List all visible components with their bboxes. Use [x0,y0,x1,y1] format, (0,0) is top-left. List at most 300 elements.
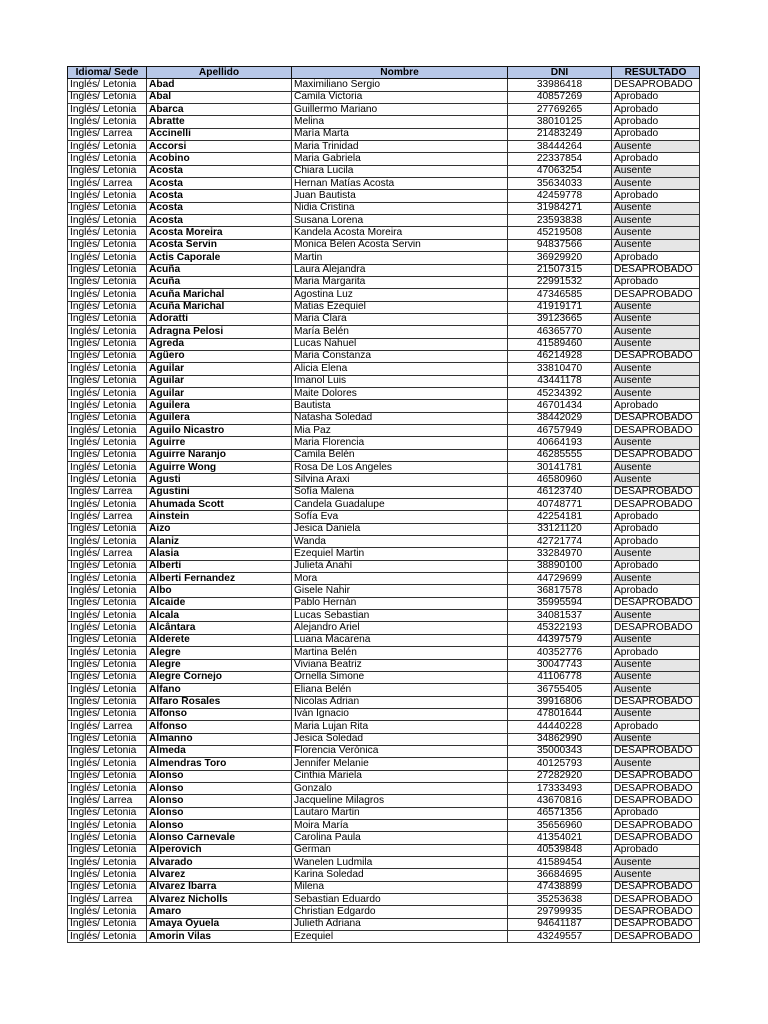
cell-dni: 46757949 [508,424,612,436]
cell-nombre: Maria Gabriela [292,153,508,165]
cell-dni: 29799935 [508,906,612,918]
cell-nombre: Chiara Lucila [292,165,508,177]
cell-resultado: Ausente [612,326,700,338]
cell-nombre: Maria Constanza [292,350,508,362]
cell-dni: 35634033 [508,178,612,190]
table-row [68,289,700,301]
cell-dni: 41589460 [508,338,612,350]
table-row [68,104,700,116]
cell-apellido: Accorsi [147,141,292,153]
cell-resultado: Ausente [612,338,700,350]
cell-resultado: Ausente [612,313,700,325]
table-row [68,844,700,856]
cell-sede: Inglés/ Letonia [68,338,147,350]
cell-sede: Inglés/ Larrea [68,548,147,560]
cell-nombre: Sofía Eva [292,511,508,523]
cell-apellido: Aizo [147,523,292,535]
cell-apellido: Aguilar [147,387,292,399]
cell-nombre: Iván Ignacio [292,708,508,720]
cell-dni: 35995594 [508,597,612,609]
cell-apellido: Adragna Pelosi [147,326,292,338]
cell-sede: Inglés/ Letonia [68,153,147,165]
cell-sede: Inglés/ Letonia [68,227,147,239]
cell-dni: 27282920 [508,770,612,782]
table-row [68,894,700,906]
cell-dni: 21507315 [508,264,612,276]
cell-resultado: DESAPROBADO [612,597,700,609]
cell-sede: Inglés/ Letonia [68,202,147,214]
cell-nombre: Wanelen Ludmila [292,857,508,869]
cell-apellido: Alegre Cornejo [147,671,292,683]
cell-sede: Inglés/ Letonia [68,449,147,461]
cell-sede: Inglés/ Letonia [68,622,147,634]
cell-resultado: Ausente [612,215,700,227]
cell-nombre: Eliana Belén [292,684,508,696]
cell-resultado: DESAPROBADO [612,289,700,301]
table-row [68,128,700,140]
table-row [68,647,700,659]
cell-dni: 33121120 [508,523,612,535]
cell-resultado: Aprobado [612,400,700,412]
cell-apellido: Agustini [147,486,292,498]
cell-sede: Inglés/ Larrea [68,178,147,190]
cell-dni: 33810470 [508,363,612,375]
cell-dni: 45322193 [508,622,612,634]
cell-apellido: Adoratti [147,313,292,325]
table-row [68,610,700,622]
cell-sede: Inglés/ Letonia [68,252,147,264]
cell-nombre: Silvina Araxi [292,474,508,486]
cell-resultado: Ausente [612,610,700,622]
cell-sede: Inglés/ Letonia [68,881,147,893]
cell-nombre: Juan Bautista [292,190,508,202]
header-dni: DNI [508,67,612,79]
table-row [68,202,700,214]
cell-dni: 41106778 [508,671,612,683]
cell-sede: Inglés/ Letonia [68,918,147,930]
table-row [68,301,700,313]
cell-apellido: Amaya Oyuela [147,918,292,930]
cell-dni: 34862990 [508,733,612,745]
cell-nombre: Ezequiel [292,931,508,943]
cell-dni: 35000343 [508,745,612,757]
cell-apellido: Amaro [147,906,292,918]
cell-dni: 40125793 [508,758,612,770]
table-row [68,486,700,498]
cell-apellido: Alfonso [147,708,292,720]
table-row [68,363,700,375]
table-row [68,116,700,128]
cell-resultado: Ausente [612,659,700,671]
cell-apellido: Abratte [147,116,292,128]
cell-sede: Inglés/ Letonia [68,560,147,572]
cell-nombre: Maria Trinidad [292,141,508,153]
cell-sede: Inglés/ Letonia [68,597,147,609]
table-row [68,91,700,103]
cell-sede: Inglés/ Letonia [68,647,147,659]
cell-dni: 41354021 [508,832,612,844]
cell-sede: Inglés/ Larrea [68,795,147,807]
cell-nombre: Guillermo Mariano [292,104,508,116]
cell-nombre: Monica Belen Acosta Servin [292,239,508,251]
cell-dni: 36684695 [508,869,612,881]
cell-dni: 38010125 [508,116,612,128]
cell-nombre: María Belén [292,326,508,338]
cell-resultado: Aprobado [612,116,700,128]
cell-sede: Inglés/ Letonia [68,437,147,449]
cell-dni: 41919171 [508,301,612,313]
cell-apellido: Acobino [147,153,292,165]
cell-dni: 40352776 [508,647,612,659]
cell-dni: 40539848 [508,844,612,856]
cell-nombre: Lucas Nahuel [292,338,508,350]
cell-sede: Inglés/ Letonia [68,857,147,869]
cell-nombre: Maximiliano Sergio [292,79,508,91]
results-table [67,66,700,943]
cell-sede: Inglés/ Larrea [68,894,147,906]
cell-dni: 23593838 [508,215,612,227]
cell-resultado: DESAPROBADO [612,499,700,511]
cell-sede: Inglés/ Letonia [68,91,147,103]
cell-dni: 38442029 [508,412,612,424]
cell-dni: 47063254 [508,165,612,177]
cell-resultado: Ausente [612,178,700,190]
cell-dni: 42459778 [508,190,612,202]
cell-dni: 45234392 [508,387,612,399]
table-row [68,819,700,831]
cell-nombre: Lucas Sebastian [292,610,508,622]
cell-resultado: DESAPROBADO [612,931,700,943]
table-row [68,252,700,264]
cell-apellido: Actis Caporale [147,252,292,264]
cell-apellido: Alvarez Ibarra [147,881,292,893]
cell-nombre: Viviana Beatriz [292,659,508,671]
cell-apellido: Acuña [147,264,292,276]
cell-sede: Inglés/ Letonia [68,523,147,535]
table-row [68,733,700,745]
table-row [68,536,700,548]
table-row [68,239,700,251]
cell-dni: 21483249 [508,128,612,140]
table-row [68,141,700,153]
cell-apellido: Alonso [147,795,292,807]
cell-resultado: Ausente [612,202,700,214]
cell-sede: Inglés/ Letonia [68,104,147,116]
cell-dni: 22337854 [508,153,612,165]
cell-dni: 46365770 [508,326,612,338]
cell-sede: Inglés/ Letonia [68,462,147,474]
cell-apellido: Ainstein [147,511,292,523]
cell-nombre: Maria Lujan Rita [292,721,508,733]
table-row [68,573,700,585]
cell-nombre: Melina [292,116,508,128]
table-row [68,795,700,807]
cell-dni: 38444264 [508,141,612,153]
cell-sede: Inglés/ Letonia [68,499,147,511]
cell-apellido: Acosta Servin [147,239,292,251]
header-nombre: Nombre [292,67,508,79]
table-row [68,807,700,819]
cell-resultado: Aprobado [612,128,700,140]
cell-nombre: Jesica Daniela [292,523,508,535]
table-row [68,313,700,325]
cell-resultado: Aprobado [612,153,700,165]
table-row [68,375,700,387]
cell-sede: Inglés/ Letonia [68,350,147,362]
cell-resultado: DESAPROBADO [612,770,700,782]
cell-nombre: Carolina Paula [292,832,508,844]
cell-resultado: DESAPROBADO [612,918,700,930]
cell-resultado: Aprobado [612,721,700,733]
cell-sede: Inglés/ Larrea [68,511,147,523]
cell-resultado: DESAPROBADO [612,449,700,461]
cell-nombre: Sebastian Eduardo [292,894,508,906]
cell-apellido: Aguilera [147,400,292,412]
cell-resultado: Ausente [612,141,700,153]
cell-nombre: Florencia Verónica [292,745,508,757]
cell-apellido: Alcala [147,610,292,622]
cell-nombre: Laura Alejandra [292,264,508,276]
table-row [68,153,700,165]
cell-dni: 38890100 [508,560,612,572]
table-row [68,165,700,177]
cell-sede: Inglés/ Letonia [68,931,147,943]
cell-apellido: Alcaide [147,597,292,609]
cell-sede: Inglés/ Letonia [68,684,147,696]
cell-dni: 94837566 [508,239,612,251]
cell-sede: Inglés/ Letonia [68,819,147,831]
cell-dni: 46571356 [508,807,612,819]
table-row [68,560,700,572]
cell-nombre: Rosa De Los Angeles [292,462,508,474]
table-row [68,708,700,720]
cell-nombre: Susana Lorena [292,215,508,227]
cell-sede: Inglés/ Letonia [68,782,147,794]
cell-nombre: Karina Soledad [292,869,508,881]
table-row [68,782,700,794]
cell-dni: 45219508 [508,227,612,239]
cell-resultado: Ausente [612,634,700,646]
table-row [68,770,700,782]
cell-nombre: Cinthia Mariela [292,770,508,782]
table-row [68,474,700,486]
table-row [68,745,700,757]
cell-apellido: Aguilo Nicastro [147,424,292,436]
table-row [68,338,700,350]
table-row [68,906,700,918]
cell-dni: 46580960 [508,474,612,486]
cell-dni: 30047743 [508,659,612,671]
table-row [68,350,700,362]
cell-nombre: Maria Clara [292,313,508,325]
cell-apellido: Alegre [147,647,292,659]
cell-sede: Inglés/ Letonia [68,634,147,646]
cell-apellido: Alfano [147,684,292,696]
table-row [68,659,700,671]
cell-sede: Inglés/ Letonia [68,239,147,251]
cell-nombre: Christian Edgardo [292,906,508,918]
table-row [68,387,700,399]
cell-apellido: Acosta [147,165,292,177]
cell-apellido: Alberti Fernandez [147,573,292,585]
table-row [68,548,700,560]
cell-sede: Inglés/ Letonia [68,696,147,708]
cell-dni: 22991532 [508,276,612,288]
cell-resultado: Aprobado [612,511,700,523]
cell-nombre: Agostina Luz [292,289,508,301]
cell-apellido: Acuña Marichal [147,289,292,301]
cell-sede: Inglés/ Letonia [68,400,147,412]
cell-dni: 27769265 [508,104,612,116]
cell-apellido: Aguirre [147,437,292,449]
cell-apellido: Amorin Vilas [147,931,292,943]
table-row [68,931,700,943]
cell-nombre: Pablo Hernán [292,597,508,609]
table-row [68,79,700,91]
cell-apellido: Abarca [147,104,292,116]
cell-dni: 35656960 [508,819,612,831]
cell-resultado: Ausente [612,301,700,313]
cell-nombre: Alicia Elena [292,363,508,375]
cell-nombre: Camila Victoria [292,91,508,103]
cell-sede: Inglés/ Letonia [68,708,147,720]
cell-resultado: DESAPROBADO [612,622,700,634]
cell-nombre: Nicolas Adrian [292,696,508,708]
cell-dni: 33986418 [508,79,612,91]
cell-dni: 44397579 [508,634,612,646]
cell-nombre: Mia Paz [292,424,508,436]
cell-apellido: Almendras Toro [147,758,292,770]
cell-resultado: Aprobado [612,523,700,535]
cell-nombre: Candela Guadalupe [292,499,508,511]
cell-nombre: Julieta Anahí [292,560,508,572]
cell-nombre: Jesica Soledad [292,733,508,745]
cell-resultado: DESAPROBADO [612,795,700,807]
cell-sede: Inglés/ Letonia [68,758,147,770]
cell-resultado: Ausente [612,375,700,387]
cell-apellido: Almeda [147,745,292,757]
cell-apellido: Ahumada Scott [147,499,292,511]
cell-resultado: Aprobado [612,647,700,659]
table-row [68,178,700,190]
cell-dni: 40664193 [508,437,612,449]
table-row [68,412,700,424]
cell-apellido: Acosta Moreira [147,227,292,239]
cell-dni: 36817578 [508,585,612,597]
cell-apellido: Alfonso [147,721,292,733]
cell-resultado: Aprobado [612,104,700,116]
cell-dni: 30141781 [508,462,612,474]
table-header [68,67,700,79]
cell-sede: Inglés/ Letonia [68,412,147,424]
cell-nombre: Hernan Matías Acosta [292,178,508,190]
cell-resultado: DESAPROBADO [612,894,700,906]
cell-resultado: Aprobado [612,190,700,202]
cell-sede: Inglés/ Letonia [68,264,147,276]
cell-nombre: Kandela Acosta Moreira [292,227,508,239]
cell-sede: Inglés/ Letonia [68,536,147,548]
cell-resultado: Ausente [612,165,700,177]
cell-resultado: DESAPROBADO [612,350,700,362]
cell-apellido: Acosta [147,178,292,190]
cell-dni: 43249557 [508,931,612,943]
cell-apellido: Alperovich [147,844,292,856]
cell-nombre: Sofía Malena [292,486,508,498]
cell-resultado: Ausente [612,437,700,449]
table-row [68,857,700,869]
cell-apellido: Acosta [147,202,292,214]
cell-sede: Inglés/ Letonia [68,276,147,288]
cell-nombre: Martina Belén [292,647,508,659]
table-row [68,326,700,338]
cell-dni: 41589454 [508,857,612,869]
cell-nombre: Gisele Nahir [292,585,508,597]
table-row [68,684,700,696]
cell-resultado: Ausente [612,857,700,869]
cell-apellido: Aguirre Wong [147,462,292,474]
cell-sede: Inglés/ Letonia [68,363,147,375]
header-resultado: RESULTADO [612,67,700,79]
cell-dni: 42254181 [508,511,612,523]
cell-resultado: Ausente [612,227,700,239]
cell-resultado: Ausente [612,684,700,696]
cell-apellido: Alonso [147,819,292,831]
table-row [68,462,700,474]
cell-sede: Inglés/ Letonia [68,573,147,585]
cell-apellido: Acosta [147,215,292,227]
cell-dni: 46214928 [508,350,612,362]
cell-sede: Inglés/ Letonia [68,671,147,683]
cell-resultado: DESAPROBADO [612,264,700,276]
cell-nombre: Ornella Simone [292,671,508,683]
cell-dni: 39916806 [508,696,612,708]
cell-apellido: Alonso Carnevale [147,832,292,844]
cell-resultado: DESAPROBADO [612,832,700,844]
cell-resultado: DESAPROBADO [612,819,700,831]
cell-apellido: Acuña Marichal [147,301,292,313]
cell-apellido: Alderete [147,634,292,646]
cell-dni: 46701434 [508,400,612,412]
cell-dni: 47801644 [508,708,612,720]
cell-sede: Inglés/ Letonia [68,141,147,153]
cell-apellido: Aguilar [147,375,292,387]
cell-apellido: Alvarez Nicholls [147,894,292,906]
cell-resultado: DESAPROBADO [612,79,700,91]
cell-nombre: Bautista [292,400,508,412]
cell-dni: 44440228 [508,721,612,733]
cell-sede: Inglés/ Letonia [68,770,147,782]
cell-nombre: Jennifer Melanie [292,758,508,770]
cell-nombre: Nidia Cristina [292,202,508,214]
cell-apellido: Almanno [147,733,292,745]
cell-nombre: Jacqueline Milagros [292,795,508,807]
cell-dni: 94641187 [508,918,612,930]
cell-resultado: Ausente [612,733,700,745]
cell-sede: Inglés/ Letonia [68,474,147,486]
cell-sede: Inglés/ Larrea [68,128,147,140]
cell-apellido: Alasia [147,548,292,560]
cell-dni: 33284970 [508,548,612,560]
cell-apellido: Aguirre Naranjo [147,449,292,461]
table-row [68,400,700,412]
cell-apellido: Alvarado [147,857,292,869]
cell-nombre: Camila Belén [292,449,508,461]
cell-resultado: DESAPROBADO [612,424,700,436]
cell-resultado: Ausente [612,548,700,560]
cell-sede: Inglés/ Larrea [68,721,147,733]
cell-nombre: Ezequiel Martin [292,548,508,560]
cell-apellido: Alonso [147,807,292,819]
